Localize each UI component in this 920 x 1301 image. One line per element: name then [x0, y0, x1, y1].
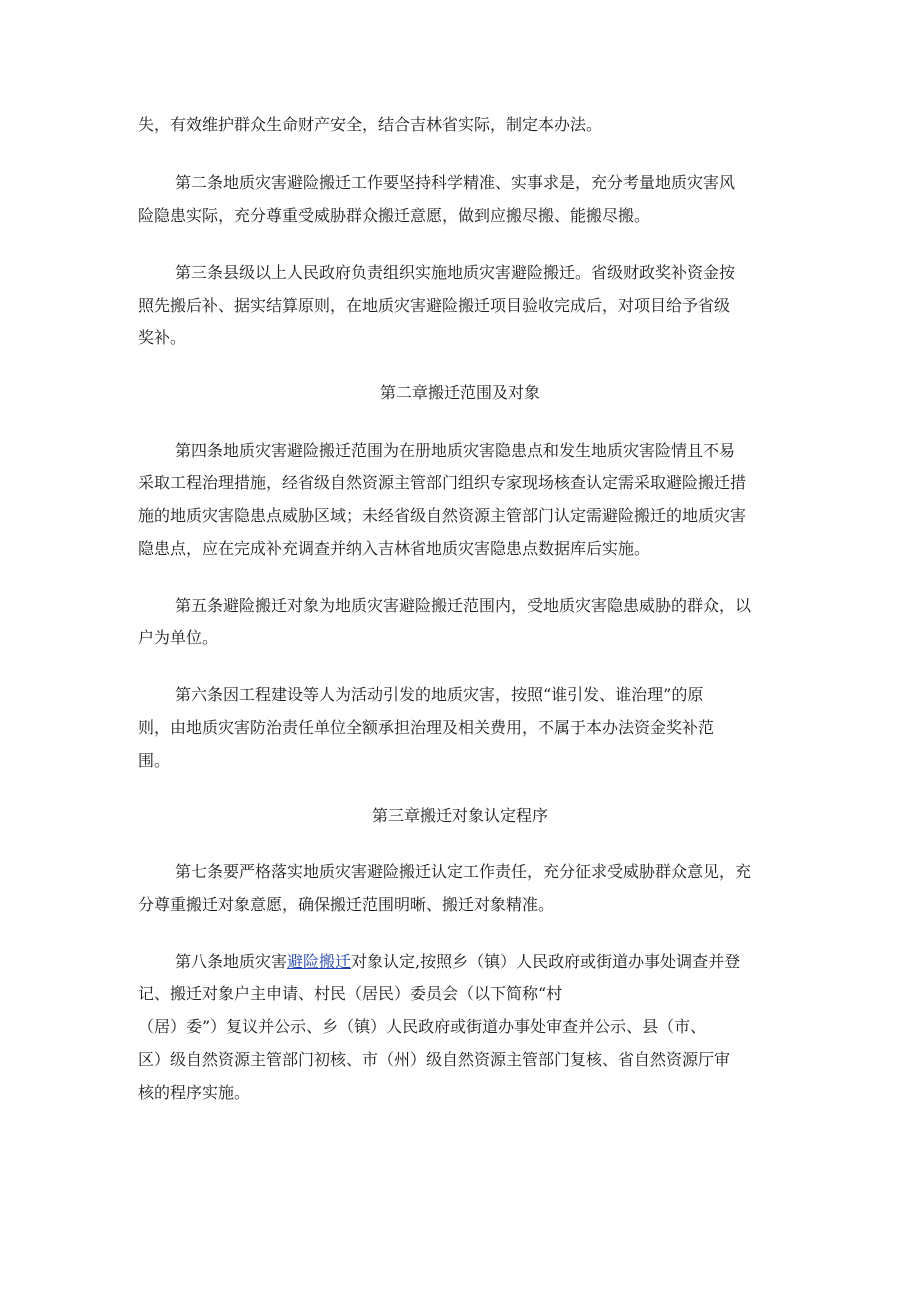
article-8-line: 记、搬迁对象户主申请、村民（居民）委员会（以下简称“村: [138, 984, 563, 1003]
article-2-line: 第二条地质灾害避险搬迁工作要坚持科学精准、实事求是，充分考量地质灾害风: [175, 173, 736, 192]
article-6-line: 第六条因工程建设等人为活动引发的地质灾害，按照“谁引发、谁治理”的原: [175, 685, 704, 704]
chapter-heading: 第二章搬迁范围及对象: [379, 383, 540, 402]
article-8-line: （居）委”）复议并公示、乡（镇）人民政府或街道办事处审查并公示、县（市、: [138, 1017, 707, 1036]
paragraph-line: 失，有效维护群众生命财产安全，结合吉林省实际，制定本办法。: [138, 115, 603, 134]
article-5-line: 第五条避险搬迁对象为地质灾害避险搬迁范围内，受地质灾害隐患威胁的群众，以: [175, 596, 752, 615]
article-3-line: 照先搬后补、据实结算原则，在地质灾害避险搬迁项目验收完成后，对项目给予省级: [138, 296, 731, 315]
article-4-line: 第四条地质灾害避险搬迁范围为在册地质灾害隐患点和发生地质灾害险情且不易: [175, 441, 736, 460]
article-6-line: 围。: [138, 751, 171, 770]
article-8-line: [175, 951, 740, 973]
chapter-heading: 第三章搬迁对象认定程序: [371, 806, 548, 825]
article-6-line: 则，由地质灾害防治责任单位全额承担治理及相关费用，不属于本办法资金奖补范: [138, 718, 715, 737]
article-7-line: 第七条要严格落实地质灾害避险搬迁认定工作责任，充分征求受威胁群众意见，充: [175, 862, 752, 881]
article-3-line: 第三条县级以上人民政府负责组织实施地质灾害避险搬迁。省级财政奖补资金按: [175, 263, 736, 282]
article-5-line: 户为单位。: [138, 628, 219, 647]
article-3-line: 奖补。: [138, 328, 187, 347]
article-4-line: 采取工程治理措施，经省级自然资源主管部门组织专家现场核查认定需采取避险搬迁措: [138, 473, 747, 492]
article-7-line: 分尊重搬迁对象意愿，确保搬迁范围明晰、搬迁对象精准。: [138, 895, 555, 914]
article-4-line: 隐患点，应在完成补充调查并纳入吉林省地质灾害隐患点数据库后实施。: [138, 539, 651, 558]
article-2-line: 险隐患实际，充分尊重受威胁群众搬迁意愿，做到应搬尽搬、能搬尽搬。: [138, 206, 651, 225]
article-8-line: 区）级自然资源主管部门初核、市（州）级自然资源主管部门复核、省自然资源厅审: [138, 1050, 731, 1069]
article-8-text: 对象认定,按照乡（镇）人民政府或街道办事处调查并登: [351, 952, 741, 971]
relocation-link[interactable]: 避险搬迁: [287, 952, 352, 971]
article-8-line: 核的程序实施。: [138, 1083, 251, 1102]
article-4-line: 施的地质灾害隐患点威胁区域；未经省级自然资源主管部门认定需避险搬迁的地质灾害: [138, 506, 747, 525]
article-8-text: 第八条地质灾害: [175, 952, 288, 971]
